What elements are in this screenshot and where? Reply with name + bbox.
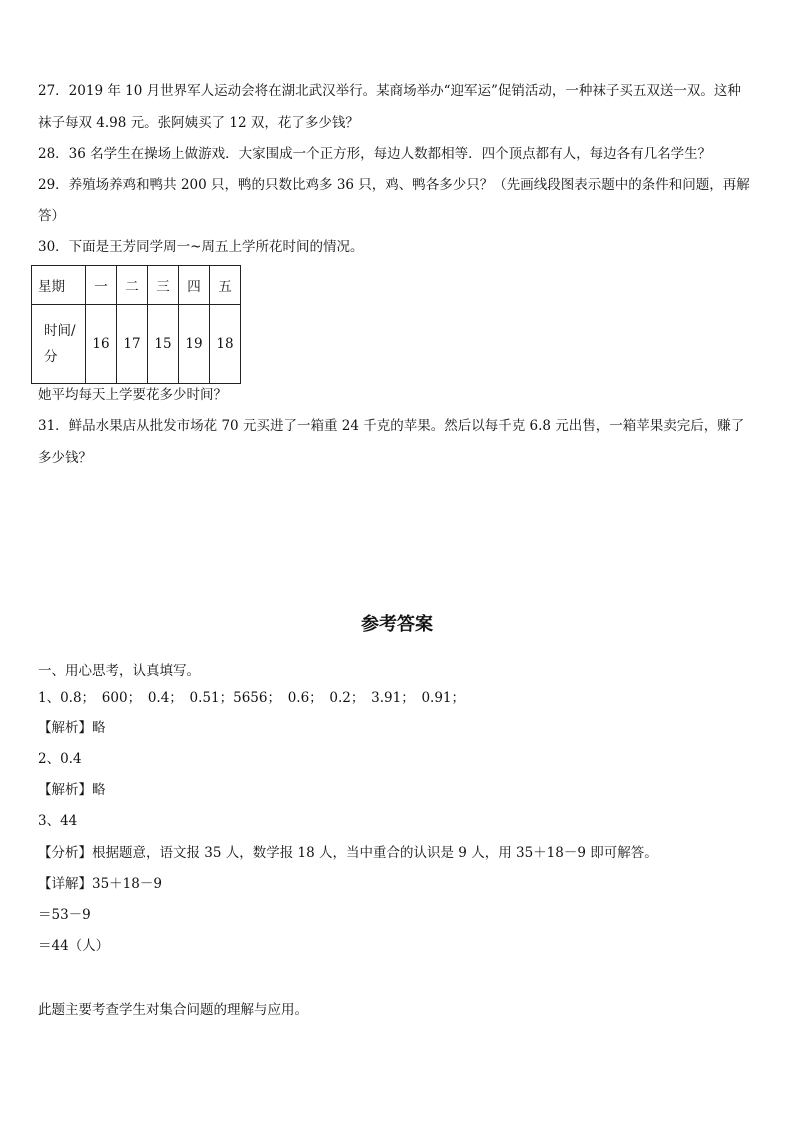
answer-1: 1、0.8； 600； 0.4； 0.51；5656； 0.6； 0.2； 3.91； 0.91；	[38, 690, 466, 706]
analysis-3: 【分析】根据题意，语文报 35 人，数学报 18 人，当中重合的认识是 9 人，用 35＋18－9 即可解答。	[38, 845, 658, 861]
question-31-line-2: 多少钱？	[38, 450, 92, 466]
question-30: 30．下面是王芳同学周一~周五上学所花时间的情况。	[38, 239, 364, 255]
analysis-2: 【解析】略	[38, 782, 106, 798]
question-29-line-1: 29．养殖场养鸡和鸭共 200 只，鸭的只数比鸡多 36 只，鸡、鸭各多少只？（先画线段图表示题中的条件和问题，再解	[38, 177, 750, 193]
table-header-minutes	[32, 305, 86, 384]
table-cell-day: 二	[117, 266, 148, 305]
question-28: 28．36 名学生在操场上做游戏．大家围成一个正方形，每边人数都相等．四个顶点都有人，每边各有几名学生？	[38, 146, 712, 162]
table-cell-day: 四	[179, 266, 210, 305]
table-header-minutes-line-2: 分	[44, 349, 58, 365]
table-cell-minutes: 17	[117, 305, 148, 384]
question-27-line-2: 袜子每双 4.98 元。张阿姨买了 12 双，花了多少钱？	[38, 115, 359, 131]
answers-title: 参考答案	[361, 614, 433, 635]
question-27-line-1: 27．2019 年 10 月世界军人运动会将在湖北武汉举行。某商场举办“迎军运”促销活动，一种袜子买五双送一双。这种	[38, 83, 741, 99]
question-29-line-2: 答）	[38, 208, 65, 224]
table-cell-day: 三	[148, 266, 179, 305]
table-header-minutes-line-1: 时间/	[44, 323, 76, 339]
table-cell-minutes: 16	[86, 305, 117, 384]
commute-time-table	[31, 265, 241, 384]
detailed-solution-3: 【详解】35＋18－9	[38, 876, 162, 892]
summary-note: 此题主要考查学生对集合问题的理解与应用。	[38, 1002, 308, 1018]
table-cell-day: 五	[210, 266, 241, 305]
table-cell-minutes: 18	[210, 305, 241, 384]
solution-step-1: ＝53－9	[38, 907, 91, 923]
table-row-weekday	[32, 266, 241, 305]
question-31-line-1: 31．鲜品水果店从批发市场花 70 元买进了一箱重 24 千克的苹果。然后以每千克 6.8 元出售，一箱苹果卖完后，赚了	[38, 418, 745, 434]
table-cell-minutes: 19	[179, 305, 210, 384]
solution-step-2: ＝44（人）	[38, 938, 110, 954]
table-cell-minutes: 15	[148, 305, 179, 384]
table-cell-day: 一	[86, 266, 117, 305]
analysis-1: 【解析】略	[38, 720, 106, 736]
answer-3: 3、44	[38, 813, 78, 829]
answer-2: 2、0.4	[38, 751, 82, 767]
question-30-prompt: 她平均每天上学要花多少时间？	[38, 387, 227, 403]
table-row-minutes	[32, 305, 241, 384]
answers-section-heading: 一、用心思考，认真填写。	[38, 663, 200, 679]
table-header-weekday: 星期	[32, 266, 86, 305]
